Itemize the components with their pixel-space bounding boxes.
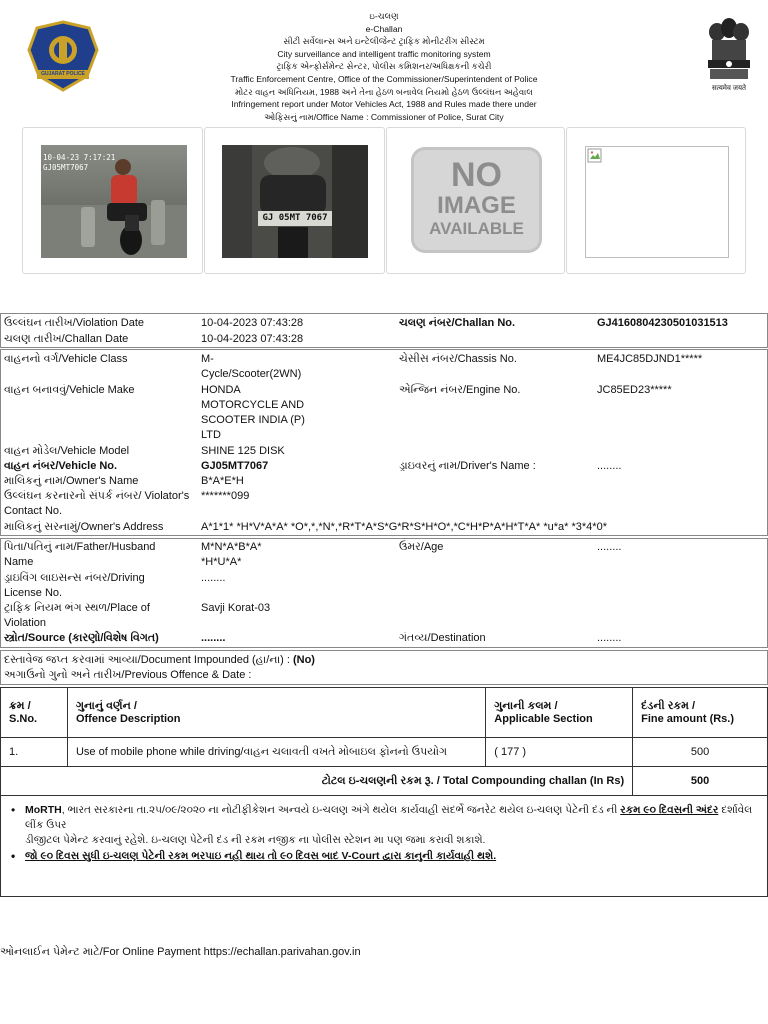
- header-desc-gu: ગુનાનું વર્ણન /: [75, 700, 137, 712]
- broken-image: [585, 146, 729, 258]
- vcourt-note: [11, 849, 760, 864]
- vehicle-info-section: [0, 349, 768, 536]
- vehicle-model-value: SHINE 125 DISK: [201, 445, 285, 457]
- evidence-photo-card: [204, 127, 385, 274]
- header-sno-en: S.No.: [9, 713, 38, 725]
- contact-value: *******099: [201, 490, 250, 502]
- header-line: City surveillance and intelligent traffic monitoring system: [277, 48, 491, 59]
- evidence-photo-plate: [222, 145, 368, 258]
- evidence-photo-card: [22, 127, 203, 274]
- note-morth: MoRTH: [25, 804, 62, 816]
- vehicle-class-value: M-: [201, 353, 214, 365]
- offence-fine: 500: [633, 738, 768, 767]
- challan-date-label: ચલણ તારીખ/Challan Date: [4, 333, 129, 345]
- vehicle-class-label: વાહનનો વર્ગ/Vehicle Class: [4, 353, 128, 365]
- document-impounded-row: [4, 653, 315, 668]
- driver-name-label: ડ્રાઇવરનું નામ/Driver's Name :: [399, 460, 536, 472]
- national-emblem-logo: [700, 14, 758, 96]
- person-info-section: [0, 538, 768, 648]
- vehicle-number-label: વાહન નંબર/Vehicle No.: [4, 460, 118, 472]
- header-section-gu: ગુનાની કલમ /: [494, 700, 558, 712]
- evidence-photo-card: [386, 127, 565, 274]
- header-sno: [1, 688, 68, 738]
- header-desc: [67, 688, 485, 738]
- vehicle-make-label: વાહન બનાવવું/Vehicle Make: [4, 384, 135, 396]
- father-name-value: M*N*A*B*A*: [201, 541, 262, 553]
- note-text: , ભારત સરકારના તા.૨૫/૦૯/૨૦૨૦ ના નોટીફીકેશન અન્વયે ઇ-ચલણ અંગે થયેલ કાર્યવાહી સંદર્ભે જનરેટ થયેલ ઇ-ચલણ પેટેની દંડ ની: [61, 804, 621, 816]
- owner-name-value: B*A*E*H: [201, 475, 244, 487]
- header-section-en: Applicable Section: [494, 713, 593, 725]
- destination-value: ........: [597, 632, 622, 644]
- father-name-label-cont: Name: [4, 556, 34, 568]
- challan-no-value: GJ4160804230501031513: [597, 317, 728, 329]
- age-label: ઉંમર/Age: [399, 541, 444, 553]
- vehicle-model-label: વાહન મોડેલ/Vehicle Model: [4, 445, 130, 457]
- total-label: ટોટલ ઇ-ચલણની રકમ રૂ. / Total Compounding challan (In Rs): [1, 767, 633, 796]
- violation-date-value: 10-04-2023 07:43:28: [201, 317, 304, 329]
- note-deadline: રકમ ૯૦ દિવસની અંદર: [620, 804, 719, 816]
- driver-name-value: ........: [597, 460, 622, 472]
- emblem-motto: सत्यमेव जयते: [711, 85, 747, 92]
- father-name-value-cont: *H*U*A*: [201, 556, 242, 568]
- violation-date-label: ઉલ્લંઘન તારીખ/Violation Date: [4, 317, 144, 329]
- header-text-block: [150, 10, 618, 123]
- photo-vehicle-number: GJ05MT7067: [43, 163, 89, 172]
- broken-image-icon: [587, 148, 603, 164]
- note-line2: ડીજીટલ પેમેન્ટ કરવાનું રહેશે. ઇ-ચલણ પેટેની દંડ ની રકમ નજીક ના પોલીસ સ્ટેશન મા પણ જમા કરાવી શકાશે.: [25, 834, 486, 846]
- source-label: સ્ત્રોત/Source (કારણો/વિશેષ વિગત): [4, 632, 159, 644]
- chassis-value: ME4JC85DJND1*****: [597, 353, 703, 365]
- total-row: [1, 767, 768, 796]
- no-image-text: IMAGE: [437, 192, 516, 219]
- document-impounded-label: દસ્તાવેજ જપ્ત કરવામાં આવ્યા/Document Impounded (હા/ના) :: [4, 654, 293, 666]
- header-line: ટ્રાફિક એન્ફોર્સમેન્ટ સેન્ટર, પોલીસ કમિશનર/અધિક્ષકની કચેરી: [276, 61, 492, 72]
- contact-label-cont: Contact No.: [4, 505, 63, 517]
- chassis-label: ચેસીસ નંબર/Chassis No.: [399, 353, 517, 365]
- owner-address-value: A*1*1* *H*V*A*A* *O*,*,*N*,*R*T*A*S*G*R*S*H*O*,*C*H*P*A*H*T*A* *u*a* *3*4*0*: [201, 521, 607, 533]
- bullet-icon: •: [11, 849, 16, 863]
- header-line: Traffic Enforcement Centre, Office of the Commissioner/Superintendent of Police: [230, 73, 538, 84]
- payment-link-text[interactable]: ઓનલાઈન પેમેન્ટ માટે/For Online Payment https://echallan.parivahan.gov.in: [0, 946, 361, 958]
- vcourt-note-text: જો ૯૦ દિવસ સુધી ઇ-ચલણ પેટેની રકમ ભરપાઇ નહી થાય તો ૯૦ દિવસ બાદ V-Court દ્વારા કાનુની કાર્યવાહી થશે.: [25, 850, 497, 862]
- previous-offence-label: અગાઉનો ગુનો અને તારીખ/Previous Offence & Date :: [4, 669, 252, 681]
- contact-label: ઉલ્લંઘન કરનારનો સંપર્ક નંબર/ Violator's: [4, 490, 190, 502]
- source-value: ........: [201, 632, 226, 644]
- header-fine-gu: દંડની રકમ /: [641, 700, 696, 712]
- offence-description: Use of mobile phone while driving/વાહન ચલાવતી વખતે મોબાઇલ ફોનનો ઉપયોગ: [67, 738, 485, 767]
- owner-address-label: માલિકનું સરનામું/Owner's Address: [4, 521, 164, 533]
- place-value: Savji Korat-03: [201, 602, 271, 614]
- bullet-icon: •: [11, 803, 16, 817]
- engine-value: JC85ED23*****: [597, 384, 672, 396]
- vehicle-make-value-cont: MOTORCYCLE AND: [201, 399, 305, 411]
- document-section: [0, 650, 768, 685]
- license-value: ........: [201, 572, 226, 584]
- vehicle-class-value-cont: Cycle/Scooter(2WN): [201, 368, 302, 380]
- challan-no-label: ચલણ નંબર/Challan No.: [399, 317, 516, 329]
- previous-offence-row: [4, 668, 251, 683]
- payment-link-footer: [0, 946, 361, 959]
- header-section: [486, 688, 633, 738]
- place-label: ટ્રાફિક નિયમ ભંગ સ્થળ/Place of: [4, 602, 150, 614]
- vehicle-number-value: GJ05MT7067: [201, 460, 269, 472]
- vehicle-make-value: HONDA: [201, 384, 241, 396]
- evidence-photos: [22, 127, 747, 274]
- header-line: e-Challan: [365, 23, 403, 34]
- total-value: 500: [633, 767, 768, 796]
- header-desc-en: Offence Description: [75, 713, 181, 725]
- no-image-text: NO: [451, 156, 502, 194]
- challan-header: [0, 0, 768, 125]
- offence-section: ( 177 ): [486, 738, 633, 767]
- table-row: [1, 738, 768, 767]
- evidence-photo-card: [566, 127, 746, 274]
- notes-section: [0, 795, 768, 897]
- header-line: મોટર વાહન અધિનિયમ, 1988 અને તેના હેઠળ બનાવેલ નિયમો હેઠળ ઉલ્લંઘન અહેવાલ: [235, 86, 533, 97]
- number-plate: GJ 05MT 7067: [258, 211, 332, 226]
- header-fine: [633, 688, 768, 738]
- photo-timestamp: 10-04-23 7:17:21: [43, 153, 116, 162]
- place-label-cont: Violation: [4, 617, 46, 629]
- gujarat-police-logo: [23, 20, 103, 92]
- violation-info-section: [0, 313, 768, 348]
- offence-table: [0, 687, 768, 796]
- owner-name-label: માલિકનું નામ/Owner's Name: [4, 475, 139, 487]
- header-sno-gu: ક્રમ /: [9, 700, 31, 712]
- vehicle-make-value-cont: SCOOTER INDIA (P): [201, 414, 305, 426]
- logo-text: GUJARAT POLICE: [41, 71, 85, 77]
- offence-sno: 1.: [1, 738, 68, 767]
- engine-label: એન્જિન નંબર/Engine No.: [399, 384, 521, 396]
- office-name: ઓફિસનું નામ/Office Name : Commissioner of Police, Surat City: [264, 111, 504, 122]
- no-image-placeholder: [411, 147, 542, 253]
- header-fine-en: Fine amount (Rs.): [641, 713, 735, 725]
- header-line: Infringement report under Motor Vehicles Act, 1988 and Rules made there under: [231, 99, 537, 110]
- license-label-cont: License No.: [4, 587, 63, 599]
- note-text-end: દર્શાવેલ લીંક ઉપર: [25, 804, 753, 831]
- payment-note: [11, 803, 760, 848]
- document-impounded-value: (No): [292, 654, 315, 666]
- father-name-label: પિતા/પતિનું નામ/Father/Husband: [4, 541, 156, 553]
- destination-label: ગંતવ્ય/Destination: [399, 632, 486, 644]
- offence-table-header: [1, 688, 768, 738]
- age-value: ........: [597, 541, 622, 553]
- challan-date-value: 10-04-2023 07:43:28: [201, 333, 304, 345]
- vehicle-make-value-cont: LTD: [201, 429, 221, 441]
- evidence-photo-rider: [41, 145, 187, 258]
- license-label: ડ્રાઇવિંગ લાઇસન્સ નંબર/Driving: [4, 572, 145, 584]
- no-image-text: AVAILABLE: [429, 219, 524, 238]
- header-line: સીટી સર્વેલાન્સ અને ઇન્ટેલીજેન્ટ ટ્રાફિક મોનીટરીંગ સીસ્ટમ: [283, 36, 485, 47]
- header-line: ઇ-ચલણ: [369, 11, 399, 21]
